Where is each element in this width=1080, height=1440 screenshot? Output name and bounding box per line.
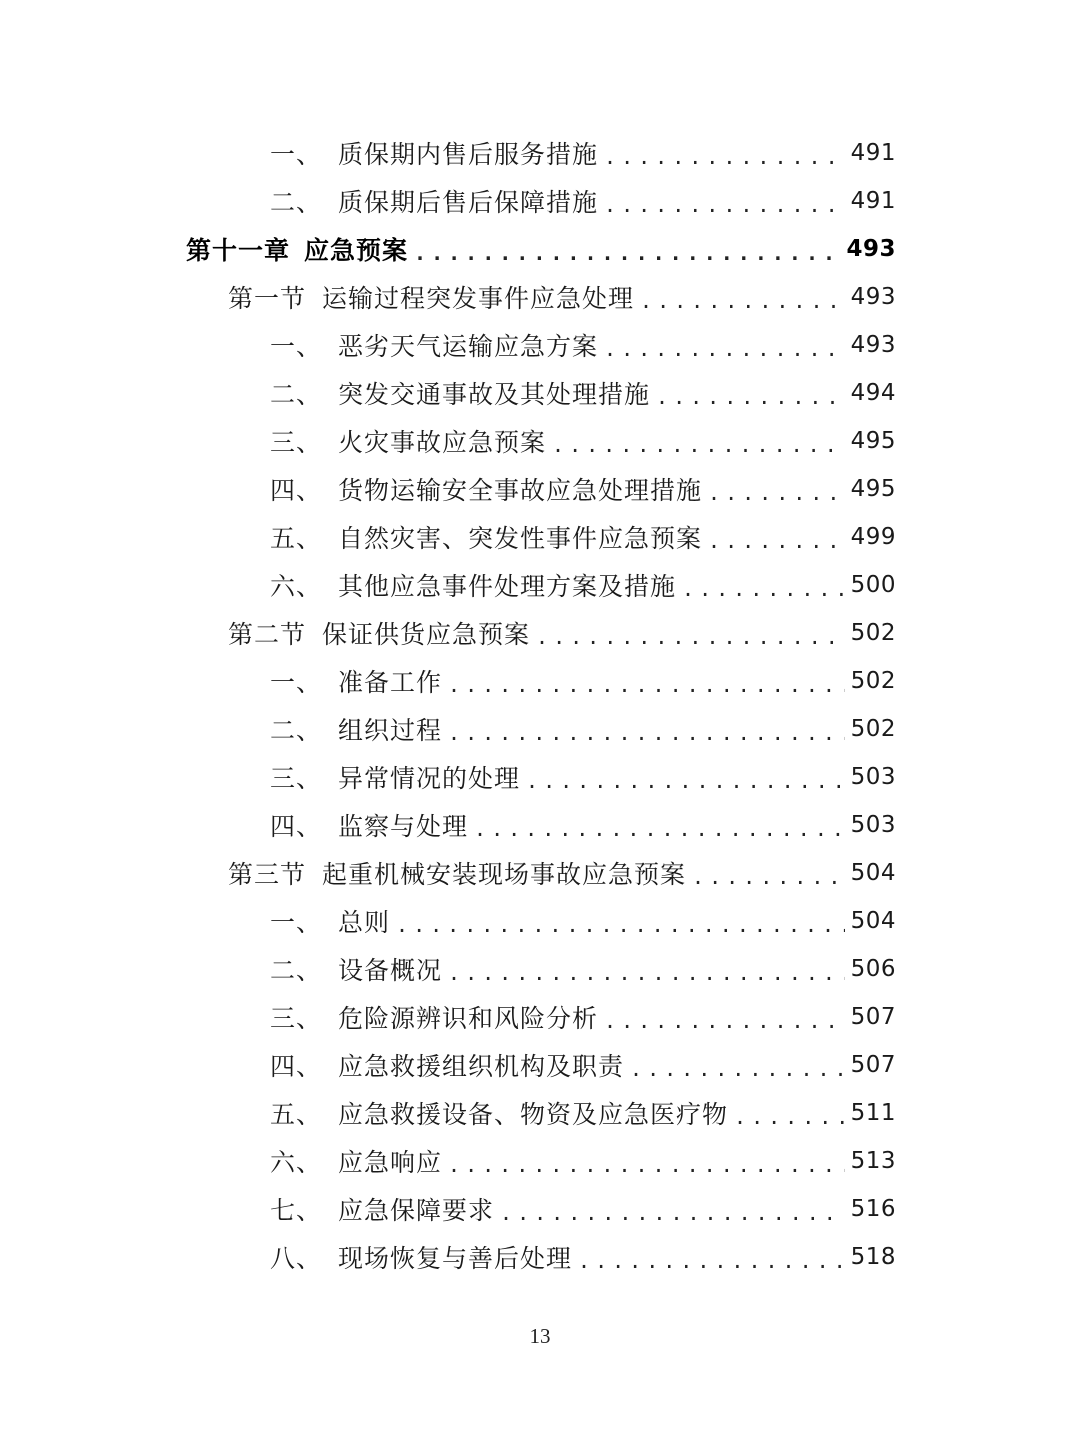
toc-entry-number: 第三节 (228, 860, 307, 889)
toc-entry-page: 504 (850, 908, 896, 934)
toc-entry-page: 495 (850, 428, 896, 454)
toc-entry-page: 518 (850, 1244, 896, 1270)
toc-subsection-entry[interactable] (0, 801, 1080, 849)
toc-entry-label (270, 567, 676, 603)
page-number: 13 (529, 1324, 551, 1348)
dot-leader (474, 817, 845, 841)
toc-entry-number: 六、 (270, 1148, 323, 1177)
dot-leader (526, 769, 845, 793)
toc-entry-label (228, 615, 530, 651)
toc-entry-label (270, 1191, 494, 1227)
toc-entry-page: 502 (850, 716, 896, 742)
toc-entry-page: 493 (846, 236, 896, 262)
toc-subsection-entry[interactable] (0, 657, 1080, 705)
toc-subsection-entry[interactable] (0, 369, 1080, 417)
dot-leader (630, 1057, 845, 1081)
toc-entry-page: 499 (850, 524, 896, 550)
toc-entry-page: 503 (850, 812, 896, 838)
dot-leader (734, 1105, 845, 1129)
toc-section-entry[interactable] (0, 609, 1080, 657)
toc-entry-number: 一、 (270, 332, 323, 361)
toc-entry-title: 保证供货应急预案 (322, 620, 531, 649)
toc-entry-title: 设备概况 (338, 956, 443, 985)
toc-chapter-entry[interactable] (0, 225, 1080, 273)
toc-subsection-entry[interactable] (0, 753, 1080, 801)
toc-entry-label (270, 1239, 572, 1275)
dot-leader (604, 145, 845, 169)
toc-subsection-entry[interactable] (0, 1089, 1080, 1137)
toc-entry-title: 应急保障要求 (338, 1196, 495, 1225)
toc-entry-page: 493 (850, 284, 896, 310)
toc-entry-title: 货物运输安全事故应急处理措施 (338, 476, 703, 505)
table-of-contents (0, 129, 1080, 1281)
toc-entry-title: 自然灾害、突发性事件应急预案 (338, 524, 703, 553)
toc-subsection-entry[interactable] (0, 897, 1080, 945)
toc-subsection-entry[interactable] (0, 465, 1080, 513)
toc-entry-label (228, 279, 634, 315)
dot-leader (640, 289, 845, 313)
dot-leader (578, 1249, 845, 1273)
toc-subsection-entry[interactable] (0, 177, 1080, 225)
toc-entry-number: 五、 (270, 524, 323, 553)
toc-subsection-entry[interactable] (0, 321, 1080, 369)
toc-entry-number: 第一节 (228, 284, 307, 313)
toc-entry-number: 二、 (270, 188, 323, 217)
toc-entry-title: 总则 (338, 908, 391, 937)
toc-entry-title: 起重机械安装现场事故应急预案 (322, 860, 687, 889)
toc-entry-number: 一、 (270, 140, 323, 169)
toc-entry-number: 三、 (270, 1004, 323, 1033)
toc-entry-number: 一、 (270, 668, 323, 697)
toc-entry-page: 506 (850, 956, 896, 982)
dot-leader (708, 529, 845, 553)
toc-subsection-entry[interactable] (0, 705, 1080, 753)
toc-entry-label (270, 759, 520, 795)
dot-leader (536, 625, 845, 649)
toc-entry-title: 火灾事故应急预案 (338, 428, 547, 457)
dot-leader (448, 721, 845, 745)
dot-leader (708, 481, 845, 505)
dot-leader (656, 385, 845, 409)
toc-subsection-entry[interactable] (0, 945, 1080, 993)
toc-entry-title: 组织过程 (338, 716, 443, 745)
toc-entry-page: 491 (850, 140, 896, 166)
toc-entry-label (270, 471, 702, 507)
toc-entry-page: 513 (850, 1148, 896, 1174)
toc-entry-label (228, 855, 686, 891)
toc-entry-page: 504 (850, 860, 896, 886)
dot-leader (500, 1201, 845, 1225)
toc-entry-label (270, 519, 702, 555)
toc-entry-number: 一、 (270, 908, 323, 937)
toc-entry-page: 491 (850, 188, 896, 214)
dot-leader (692, 865, 845, 889)
dot-leader (604, 1009, 845, 1033)
toc-entry-page: 494 (850, 380, 896, 406)
toc-section-entry[interactable] (0, 849, 1080, 897)
dot-leader (682, 577, 845, 601)
toc-entry-number: 五、 (270, 1100, 323, 1129)
toc-entry-label (270, 1047, 624, 1083)
toc-entry-label (270, 1095, 728, 1131)
toc-entry-title: 应急响应 (338, 1148, 443, 1177)
toc-entry-label (270, 375, 650, 411)
toc-entry-page: 503 (850, 764, 896, 790)
toc-entry-number: 七、 (270, 1196, 323, 1225)
toc-entry-number: 四、 (270, 812, 323, 841)
toc-entry-title: 准备工作 (338, 668, 443, 697)
toc-entry-title: 监察与处理 (338, 812, 469, 841)
toc-entry-page: 516 (850, 1196, 896, 1222)
toc-entry-label (270, 1143, 442, 1179)
toc-entry-page: 502 (850, 620, 896, 646)
toc-entry-label (270, 183, 598, 219)
toc-entry-title: 应急预案 (304, 236, 409, 265)
toc-section-entry[interactable] (0, 273, 1080, 321)
dot-leader (414, 241, 840, 265)
toc-entry-number: 六、 (270, 572, 323, 601)
toc-subsection-entry[interactable] (0, 1233, 1080, 1281)
toc-entry-title: 质保期后售后保障措施 (338, 188, 599, 217)
toc-entry-title: 现场恢复与善后处理 (338, 1244, 573, 1273)
toc-entry-page: 507 (850, 1052, 896, 1078)
toc-entry-number: 第十一章 (186, 236, 291, 265)
toc-entry-title: 运输过程突发事件应急处理 (322, 284, 635, 313)
toc-entry-label (270, 711, 442, 747)
toc-subsection-entry[interactable] (0, 1041, 1080, 1089)
toc-subsection-entry[interactable] (0, 1185, 1080, 1233)
toc-subsection-entry[interactable] (0, 129, 1080, 177)
dot-leader (604, 337, 845, 361)
toc-subsection-entry[interactable] (0, 513, 1080, 561)
dot-leader (448, 961, 845, 985)
toc-entry-label (270, 423, 546, 459)
toc-entry-number: 八、 (270, 1244, 323, 1273)
toc-subsection-entry[interactable] (0, 993, 1080, 1041)
toc-entry-number: 四、 (270, 476, 323, 505)
toc-entry-label (270, 135, 598, 171)
toc-subsection-entry[interactable] (0, 561, 1080, 609)
toc-entry-number: 二、 (270, 716, 323, 745)
toc-entry-number: 二、 (270, 380, 323, 409)
toc-entry-number: 二、 (270, 956, 323, 985)
toc-entry-number: 三、 (270, 428, 323, 457)
dot-leader (396, 913, 845, 937)
toc-subsection-entry[interactable] (0, 417, 1080, 465)
toc-entry-page: 500 (850, 572, 896, 598)
toc-subsection-entry[interactable] (0, 1137, 1080, 1185)
toc-entry-label (270, 999, 598, 1035)
toc-entry-title: 恶劣天气运输应急方案 (338, 332, 599, 361)
toc-entry-title: 其他应急事件处理方案及措施 (338, 572, 677, 601)
toc-entry-label (270, 663, 442, 699)
toc-entry-title: 应急救援组织机构及职责 (338, 1052, 625, 1081)
toc-entry-label (270, 327, 598, 363)
toc-entry-page: 495 (850, 476, 896, 502)
toc-entry-page: 502 (850, 668, 896, 694)
toc-entry-label (270, 807, 468, 843)
toc-entry-page: 493 (850, 332, 896, 358)
toc-entry-title: 危险源辨识和风险分析 (338, 1004, 599, 1033)
toc-entry-page: 507 (850, 1004, 896, 1030)
toc-entry-label (186, 231, 408, 267)
toc-entry-title: 质保期内售后服务措施 (338, 140, 599, 169)
dot-leader (552, 433, 845, 457)
toc-entry-title: 应急救援设备、物资及应急医疗物 (338, 1100, 729, 1129)
dot-leader (604, 193, 845, 217)
toc-entry-number: 三、 (270, 764, 323, 793)
toc-entry-label (270, 951, 442, 987)
toc-entry-title: 突发交通事故及其处理措施 (338, 380, 651, 409)
dot-leader (448, 673, 845, 697)
toc-entry-page: 511 (850, 1100, 896, 1126)
toc-entry-label (270, 903, 390, 939)
toc-entry-number: 四、 (270, 1052, 323, 1081)
toc-entry-number: 第二节 (228, 620, 307, 649)
toc-entry-title: 异常情况的处理 (338, 764, 521, 793)
dot-leader (448, 1153, 845, 1177)
